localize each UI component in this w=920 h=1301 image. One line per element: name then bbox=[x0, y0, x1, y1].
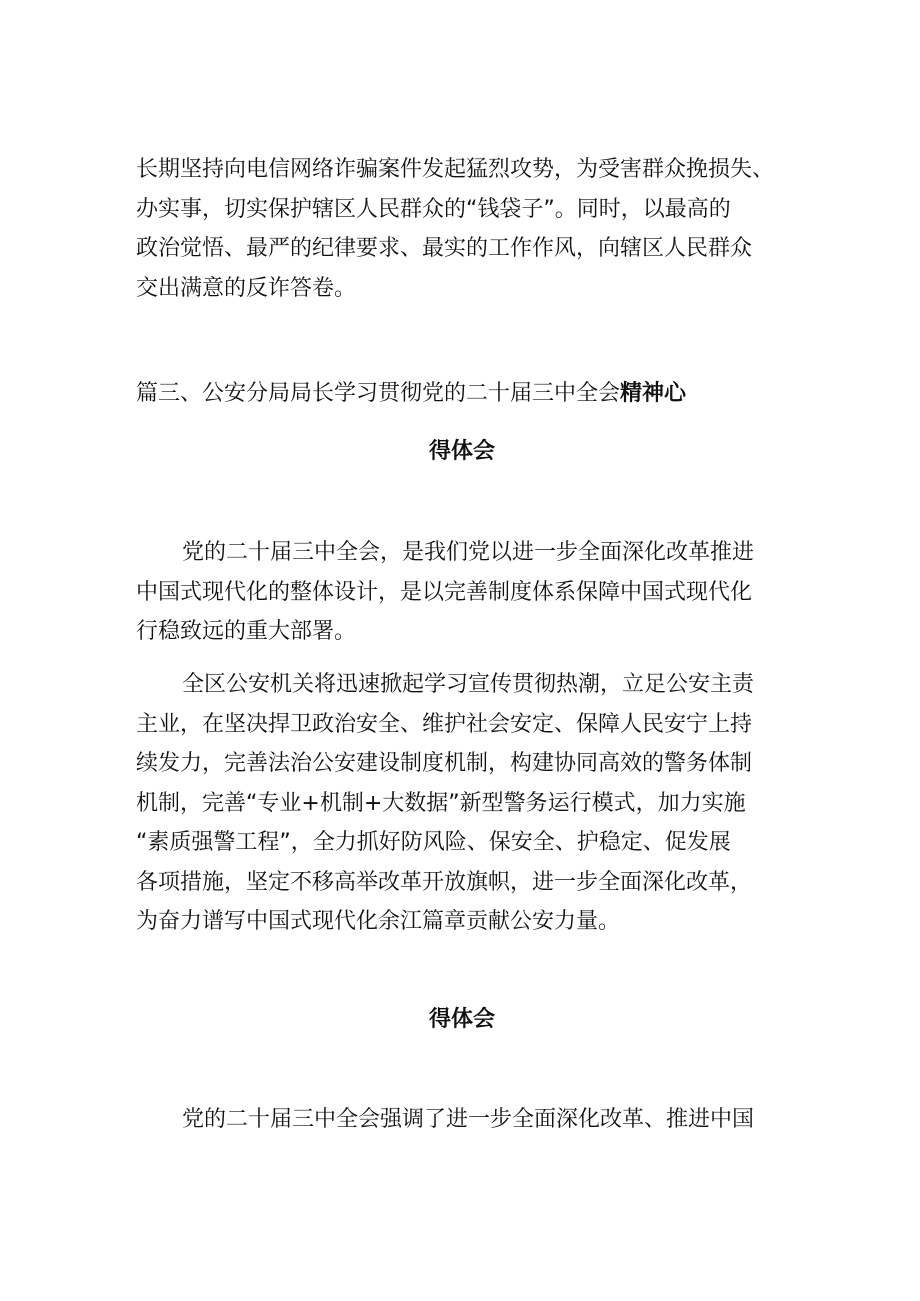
paragraph-line: 各项措施，坚定不移高举改革开放旗帜，进一步全面深化改革， bbox=[136, 869, 753, 895]
paragraph-line: 行稳致远的重大部署。 bbox=[136, 619, 357, 644]
section-heading bbox=[136, 1000, 788, 1040]
paragraph-line: 续发力，完善法治公安建设制度机制，构建协同高效的警务体制 bbox=[136, 751, 753, 776]
section-title-bold: 精神心 bbox=[620, 381, 687, 406]
paragraph-line: 全区公安机关将迅速掀起学习宣传贯彻热潮，立足公安主责 bbox=[182, 672, 755, 697]
paragraph-line: 党的二十届三中全会，是我们党以进一步全面深化改革推进 bbox=[182, 540, 755, 565]
paragraph-line: 中国式现代化的整体设计，是以完善制度体系保障中国式现代化 bbox=[136, 579, 753, 605]
paragraph-continued bbox=[136, 150, 796, 308]
paragraph-line: 交出满意的反诈答卷。 bbox=[136, 275, 357, 301]
paragraph-line: 办实事，切实保护辖区人民群众的“钱袋子”。同时，以最高的 bbox=[136, 196, 731, 222]
paragraph-line: 为奋力谱写中国式现代化余江篇章贡献公安力量。 bbox=[136, 909, 621, 934]
section-title bbox=[136, 374, 796, 414]
paragraph-body bbox=[136, 665, 796, 942]
section-title-normal: 篇三、公安分局局长学习贯彻党的二十届三中全会 bbox=[136, 381, 621, 406]
paragraph-intro bbox=[136, 533, 796, 652]
paragraph-start bbox=[136, 1100, 796, 1140]
paragraph-line: 长期坚持向电信网络诈骗案件发起猛烈攻势，为受害群众挽损失、 bbox=[136, 157, 775, 182]
paragraph-line: “素质强警工程”，全力抓好防风险、保安全、护稳定、促发展 bbox=[136, 830, 731, 855]
section-title-line bbox=[136, 374, 796, 414]
section-title-continuation-text: 得体会 bbox=[428, 439, 495, 464]
paragraph-line: 主业，在坚决捍卫政治安全、维护社会安定、保障人民安宁上持 bbox=[136, 711, 753, 737]
paragraph-line: 党的二十届三中全会强调了进一步全面深化改革、推进中国 bbox=[182, 1107, 755, 1132]
paragraph-line: 机制，完善“专业+机制+大数据”新型警务运行模式，加力实施 bbox=[136, 790, 746, 816]
section-title-continuation bbox=[136, 432, 788, 472]
paragraph-line: 政治觉悟、最严的纪律要求、最实的工作作风，向辖区人民群众 bbox=[136, 236, 753, 261]
section-heading-text: 得体会 bbox=[428, 1007, 495, 1032]
